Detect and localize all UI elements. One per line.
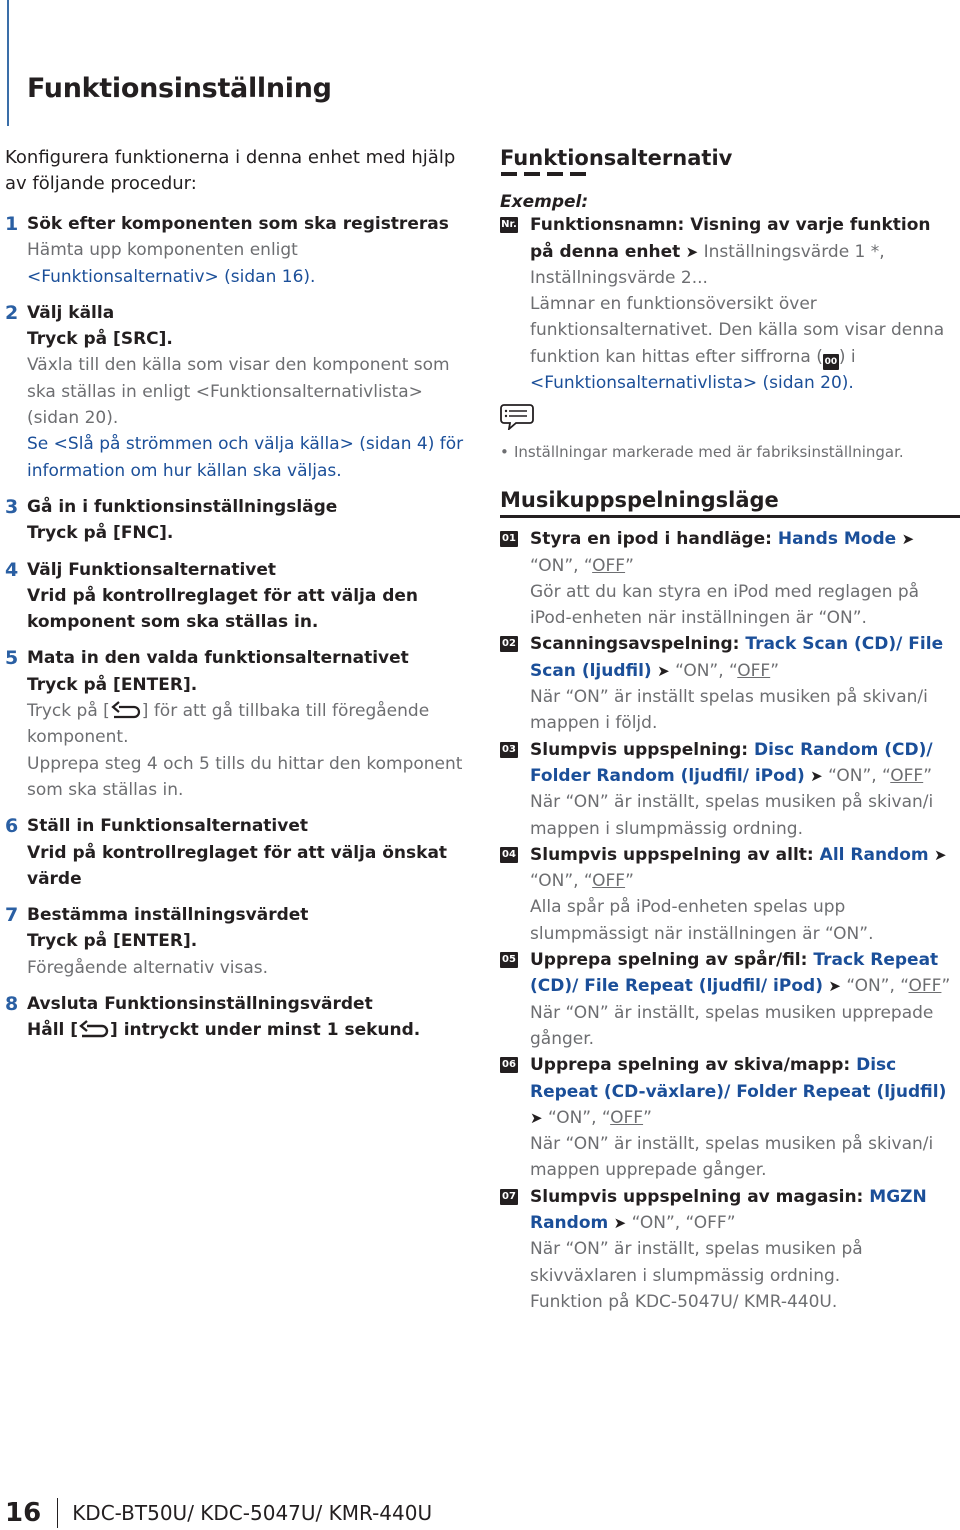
- step-3: [5, 494, 475, 547]
- function-item-01: [500, 526, 960, 631]
- item-badge: 07: [500, 1189, 518, 1205]
- note-bullet: • Inställningar markerade med är fabriksinställningar.: [500, 439, 960, 465]
- item-desc: När “ON” är inställt, spelas musiken på skivan/i mappen upprepade gånger.: [530, 1134, 934, 1181]
- item-value: Track Repeat (CD)/ File Repeat (ljudfil/ iPod): [530, 950, 939, 997]
- item-label: Slumpvis uppspelning av allt:: [530, 844, 820, 865]
- step-heading: Mata in den valda funktionsalternativet: [27, 648, 409, 669]
- step-8: [5, 991, 475, 1044]
- function-item-06: [500, 1052, 960, 1183]
- step-text: Föregående alternativ visas.: [27, 957, 269, 978]
- function-item-05: [500, 947, 960, 1052]
- step-heading: Välj källa: [27, 302, 115, 323]
- step-6: [5, 813, 475, 892]
- step-number: 5: [5, 647, 19, 670]
- option-on: “ON”, “OFF”: [846, 976, 951, 997]
- exempel-label: Exempel:: [500, 192, 589, 213]
- function-items-list: [500, 526, 960, 1315]
- step-number: 7: [5, 904, 19, 927]
- step-sub: Tryck på [FNC].: [27, 523, 174, 544]
- step-sub: Tryck på [ENTER].: [27, 674, 198, 695]
- item-badge: 03: [500, 742, 518, 758]
- function-item-07: [500, 1184, 960, 1315]
- item-value: MGZN Random: [530, 1186, 927, 1233]
- section-title-musikuppspelningslage: Musikuppspelningsläge: [500, 487, 960, 518]
- step-text: Tryck på [ ] för att gå tillbaka till föregående komponent.: [27, 701, 430, 748]
- example-values: Inställningsvärde 1 *, Inställningsvärde 2...: [530, 241, 885, 288]
- step-sub: Tryck på [ENTER].: [27, 931, 198, 952]
- step-2: [5, 300, 475, 484]
- step-sub: Vrid på kontrollreglaget för att välja önskat värde: [27, 842, 448, 889]
- margin-rule: [7, 0, 9, 126]
- item-value: Disc Random (CD)/ Folder Random (ljudfil/ iPod): [530, 739, 933, 786]
- item-value: All Random: [819, 844, 929, 865]
- step-number: 2: [5, 301, 19, 324]
- arrow-icon: ➤: [530, 1108, 543, 1127]
- option-on: “ON”, “OFF”: [675, 660, 779, 681]
- step-7: [5, 902, 475, 981]
- number-icon: 00: [823, 354, 839, 370]
- step-heading: Ställ in Funktionsalternativet: [27, 816, 308, 837]
- left-column: [5, 145, 475, 1044]
- page-title: Funktionsinställning: [27, 73, 332, 104]
- item-badge: 02: [500, 636, 518, 652]
- option-on: “ON”, “OFF”: [530, 871, 634, 892]
- arrow-icon: ➤: [901, 530, 915, 549]
- item-badge: 04: [500, 847, 518, 863]
- step-1: [5, 211, 475, 290]
- step-text: Upprepa steg 4 och 5 tills du hittar den komponent som ska ställas in.: [27, 753, 463, 800]
- step-sub: Tryck på [SRC].: [27, 329, 173, 350]
- item-label: Upprepa spelning av spår/fil:: [530, 950, 814, 971]
- page-footer: [5, 1498, 432, 1528]
- back-icon: [110, 701, 142, 719]
- right-column: [500, 145, 960, 1315]
- item-desc: När “ON” är inställt, spelas musiken på skivväxlaren i slumpmässig ordning.: [530, 1239, 863, 1286]
- step-link[interactable]: <Funktionsalternativ> (sidan 16).: [27, 266, 316, 287]
- item-extra: Funktion på KDC-5047U/ KMR-440U.: [530, 1291, 838, 1312]
- item-label: Upprepa spelning av skiva/mapp:: [530, 1055, 857, 1076]
- option-on: “ON”, “OFF”: [530, 555, 634, 576]
- step-link[interactable]: Se <Slå på strömmen och välja källa> (sidan 4) för information om hur källan ska väljas.: [27, 434, 464, 481]
- intro-text: Konfigurera funktionerna i denna enhet med hjälp av följande procedur:: [5, 147, 456, 194]
- step-text: Växla till den källa som visar den komponent som ska ställas in enligt <Funktionsalternativlista> (sidan 20).: [27, 355, 450, 429]
- page-number: 16: [5, 1498, 42, 1528]
- model-names: KDC-BT50U/ KDC-5047U/ KMR-440U: [72, 1501, 433, 1525]
- option-on: “ON”, “OFF”: [828, 765, 933, 786]
- item-value: Track Scan (CD)/ File Scan (ljudfil): [530, 634, 944, 681]
- step-heading: Gå in i funktionsinställningsläge: [27, 496, 338, 517]
- example-function-name: Funktionsnamn: Visning av varje funktion på denna enhet: [530, 215, 931, 262]
- arrow-icon: ➤: [657, 661, 670, 680]
- example-desc: Lämnar en funktionsöversikt över funktionsalternativet. Den källa som visar denna funktion kan hittas efter siffrorna (: [530, 294, 945, 367]
- item-desc: När “ON” är inställt, spelas musiken på skivan/i mappen i slumpmässig ordning.: [530, 792, 934, 839]
- arrow-icon: ➤: [828, 977, 841, 996]
- step-sub: Håll [ ] intryckt under minst 1 sekund.: [27, 1020, 421, 1041]
- footer-divider: [57, 1498, 58, 1528]
- section-title-funktionsalternativ: Funktionsalternativ: [500, 146, 733, 170]
- item-value: Disc Repeat (CD-växlare)/ Folder Repeat (ljudfil): [530, 1055, 947, 1102]
- example-item: Nr. Funktionsnamn: Visning av varje funktion på denna enhet ➤ Inställningsvärde 1 *, Inställningsvärde 2... Lämnar en funktionsöversikt över funktionsalternativet. Den källa som visar denna funktion kan hittas efter siffrorna ( 00 ) i <Funktionsalternativlista> (sidan 20).: [500, 212, 960, 396]
- note-icon: [500, 402, 534, 430]
- arrow-icon: ➤: [613, 1213, 627, 1232]
- item-label: Styra en ipod i handläge:: [530, 529, 778, 550]
- item-label: Scanningsavspelning:: [530, 634, 746, 655]
- step-sub: Vrid på kontrollreglaget för att välja den komponent som ska ställas in.: [27, 585, 419, 633]
- option-on: “ON”, “OFF”: [547, 1107, 652, 1128]
- item-badge: 05: [500, 952, 518, 968]
- arrow-icon: ➤: [934, 845, 947, 864]
- arrow-icon: ➤: [685, 242, 699, 261]
- example-link[interactable]: <Funktionsalternativlista> (sidan 20).: [530, 373, 854, 394]
- back-icon: [78, 1020, 110, 1038]
- item-badge: 01: [500, 531, 518, 547]
- step-number: 4: [5, 558, 19, 581]
- step-number: 8: [5, 993, 19, 1016]
- item-desc: När “ON” är inställt, spelas musiken upprepade gånger.: [530, 1002, 934, 1049]
- option-on: “ON”, “OFF”: [631, 1212, 736, 1233]
- item-badge: 06: [500, 1057, 518, 1073]
- step-4: [5, 557, 475, 636]
- step-heading: Välj Funktionsalternativet: [27, 559, 277, 580]
- step-heading: Avsluta Funktionsinställningsvärdet: [27, 994, 373, 1015]
- function-item-02: [500, 631, 960, 736]
- step-heading: Bestämma inställningsvärdet: [27, 905, 309, 926]
- item-label: Slumpvis uppspelning av magasin:: [530, 1186, 870, 1207]
- step-number: 1: [5, 213, 19, 235]
- item-value: Hands Mode: [777, 529, 897, 550]
- nr-badge: Nr.: [500, 217, 518, 233]
- item-desc: När “ON” är inställt spelas musiken på skivan/i mappen i följd.: [530, 687, 928, 734]
- step-heading: Sök efter komponenten som ska registreras: [27, 214, 449, 234]
- item-label: Slumpvis uppspelning:: [530, 739, 755, 760]
- step-text: Hämta upp komponenten enligt: [27, 240, 298, 261]
- function-item-03: [500, 737, 960, 842]
- function-item-04: [500, 842, 960, 947]
- step-number: 6: [5, 815, 19, 838]
- item-desc: Gör att du kan styra en iPod med reglagen på iPod-enheten när inställningen är “ON”.: [530, 581, 920, 629]
- item-desc: Alla spår på iPod-enheten spelas upp slumpmässigt när inställningen är “ON”.: [530, 897, 874, 944]
- arrow-icon: ➤: [810, 766, 823, 785]
- step-number: 3: [5, 495, 19, 518]
- step-5: [5, 645, 475, 803]
